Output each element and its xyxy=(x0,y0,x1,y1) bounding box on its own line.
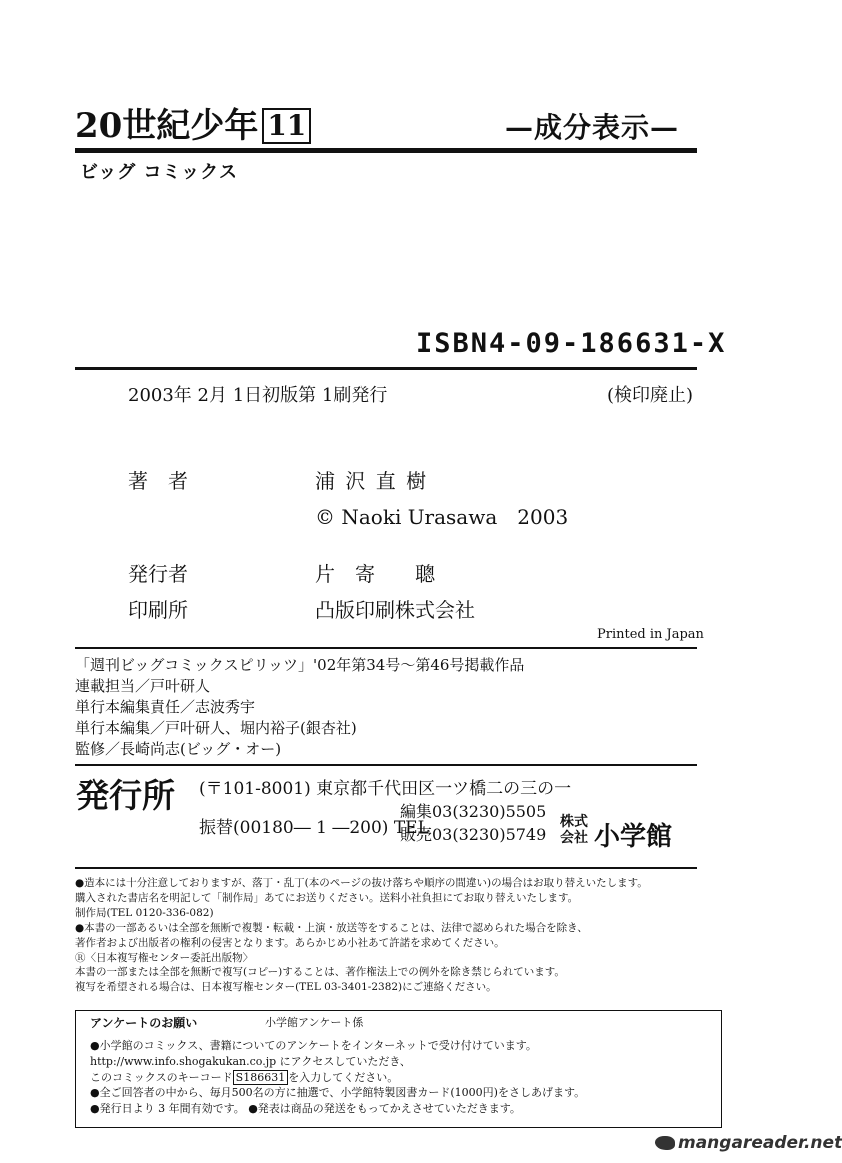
notice-line: ●本書の一部あるいは全部を無断で複製・転載・上演・放送等をすることは、法律で認められた場合を除き、 xyxy=(75,921,588,934)
corp-prefix xyxy=(560,814,588,846)
printed-in: Printed in Japan xyxy=(597,627,704,642)
tel-block xyxy=(400,800,546,846)
publisher-heading: 発行所 xyxy=(76,776,175,815)
publisher-rule xyxy=(75,867,697,869)
keycode-box: S186631 xyxy=(233,1070,289,1085)
notice-line: ●造本には十分注意しておりますが、落丁・乱丁(本のページの抜け落ちや順序の間違い)の場合はお取り替えいたします。 xyxy=(75,877,648,889)
notice-line: 購入された書店名を明記して「制作局」あてにお送りください。送料小社負担にてお取り替えいたします。 xyxy=(75,891,579,904)
survey-keycode-line xyxy=(90,1070,585,1086)
notice-line: 著作者および出版者の権利の侵害となります。あらかじめ小社あて許諾を求めてください。 xyxy=(75,936,505,949)
printer-name: 凸版印刷株式会社 xyxy=(315,598,475,622)
volume-number: 11 xyxy=(262,108,311,144)
tel-edit: 編集03(3230)5505 xyxy=(400,802,547,821)
credit-line: 単行本編集／戸叶研人、堀内裕子(銀杏社) xyxy=(75,719,357,737)
watermark xyxy=(655,1133,842,1153)
series-title xyxy=(75,98,311,147)
publisher-label: 発行者 xyxy=(128,562,188,586)
transfer-account: 振替(00180― 1 ―200) TEL xyxy=(199,818,429,838)
isbn: ISBN4-09-186631-X xyxy=(416,328,727,359)
survey-lines xyxy=(90,1038,585,1117)
isbn-rule xyxy=(75,367,697,370)
imprint-label: ビッグ コミックス xyxy=(80,162,239,183)
corp-top: 株式 xyxy=(560,814,588,830)
corp-bottom: 会社 xyxy=(560,830,588,846)
survey-url-line: http://www.info.shogakukan.co.jp にアクセスしていただき、 xyxy=(90,1054,411,1068)
author-name: 浦 沢 直 樹 xyxy=(315,469,429,493)
section-heading: —成分表示— xyxy=(505,111,680,144)
credits-block xyxy=(75,655,524,760)
tel-sales: 販売03(3230)5749 xyxy=(400,825,547,844)
edition-date: 2003年 2月 1日初版第 1刷発行 xyxy=(128,385,388,406)
series-title-text: 20世紀少年 xyxy=(75,106,259,146)
credit-line: 監修／長崎尚志(ビッグ・オー) xyxy=(75,740,282,758)
publisher-address: (〒101-8001) 東京都千代田区一ツ橋二の三の一 xyxy=(199,779,572,799)
notice-line: 本書の一部または全部を無断で複写(コピー)することは、著作権法上での例外を除き禁じられています。 xyxy=(75,966,565,979)
copyright-line: © Naoki Urasawa 2003 xyxy=(315,505,569,529)
author-label: 著 者 xyxy=(128,469,188,493)
survey-line: ●全ご回答者の中から、毎月500名の方に抽選で、小学館特製図書カード(1000円)をさしあげます。 xyxy=(90,1086,586,1100)
notices-block xyxy=(75,876,648,995)
printer-label: 印刷所 xyxy=(128,598,188,622)
credit-line: 「週刊ビッグコミックスピリッツ」'02年第34号～第46号掲載作品 xyxy=(75,656,525,674)
notice-line: 複写を希望される場合は、日本複写権センター(TEL 03-3401-2382)にご連絡ください。 xyxy=(75,981,497,994)
stamp-note: (検印廃止) xyxy=(607,385,694,406)
notice-line: 制作局(TEL 0120-336-082) xyxy=(75,906,214,919)
survey-line: ●発行日より 3 年間有効です。 ●発表は商品の発送をもってかえさせていただきます。 xyxy=(90,1102,521,1116)
notice-line: Ⓡ〈日本複写権センター委託出版物〉 xyxy=(75,951,254,964)
mascot-icon xyxy=(655,1136,675,1150)
keycode-prefix: このコミックスのキーコード xyxy=(90,1070,233,1084)
colophon-rule xyxy=(75,647,697,649)
survey-title: アンケートのお願い xyxy=(90,1016,198,1030)
survey-line: ●小学館のコミックス、書籍についてのアンケートをインターネットで受け付けています。 xyxy=(90,1039,537,1052)
credits-rule xyxy=(75,764,697,766)
header-rule xyxy=(75,148,697,153)
keycode-suffix: を入力してください。 xyxy=(288,1070,399,1084)
credit-line: 単行本編集責任／志波秀宇 xyxy=(75,698,256,716)
credit-line: 連載担当／戸叶研人 xyxy=(75,677,211,695)
company-name: 小学館 xyxy=(594,822,673,852)
survey-dept: 小学館アンケート係 xyxy=(265,1016,364,1029)
watermark-text: mangareader.net xyxy=(678,1133,842,1153)
publisher-name: 片 寄 聰 xyxy=(315,562,435,586)
